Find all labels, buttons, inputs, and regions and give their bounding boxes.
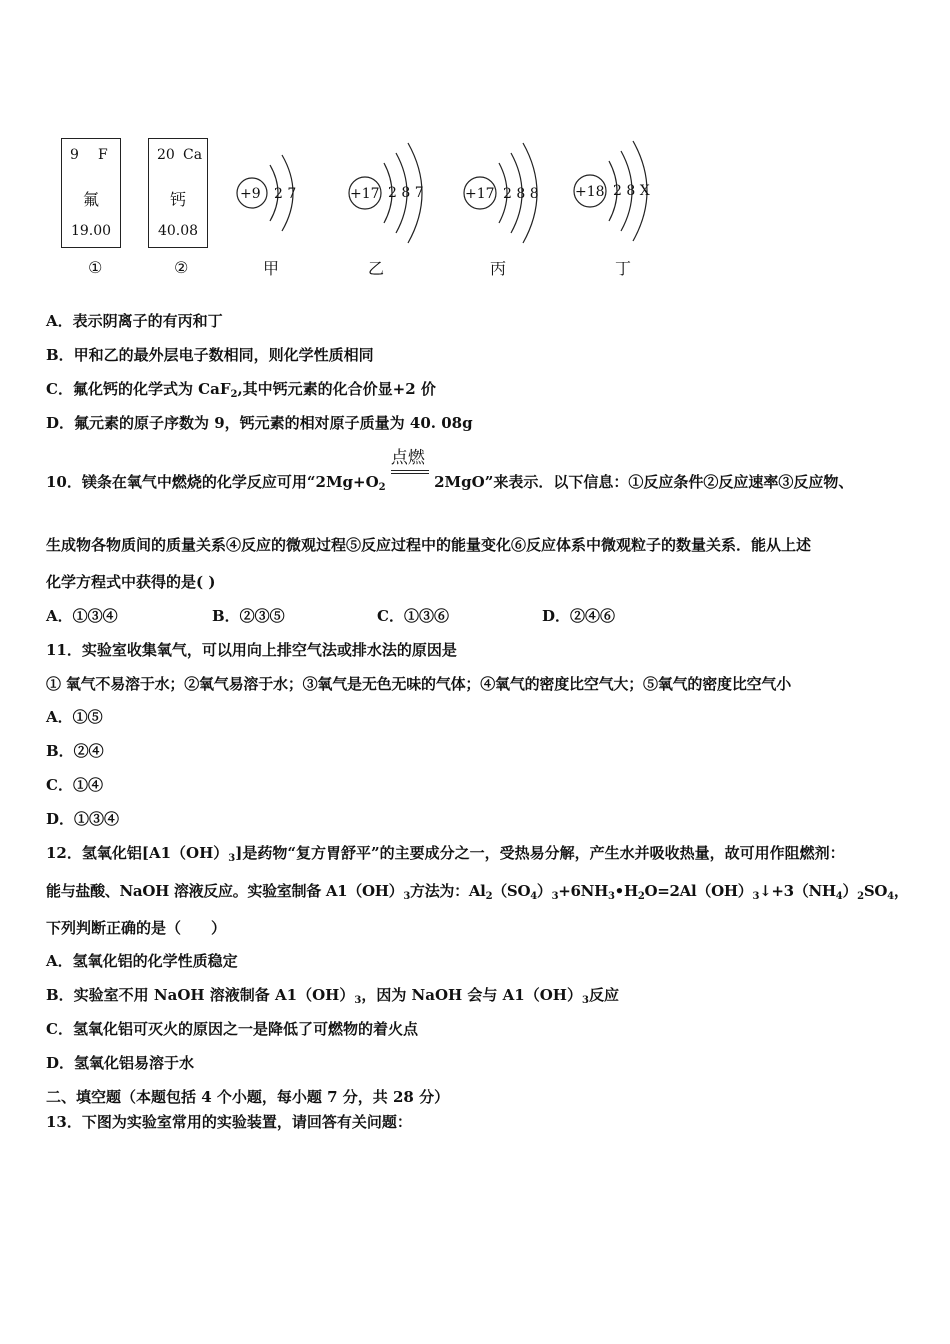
section-heading: 二、填空题（本题包括 4 个小题，每小题 7 分，共 28 分） — [46, 1088, 450, 1106]
element-symbol: Ca — [183, 147, 203, 163]
reaction-arrow — [390, 448, 429, 487]
q10-stem-line3: 化学方程式中获得的是( ) — [46, 573, 216, 591]
shell-label-jia: 2 7 — [274, 186, 297, 202]
q10-option-a: A．①③④ — [46, 607, 118, 625]
q9-option-a: A．表示阴离子的有丙和丁 — [46, 312, 223, 330]
element-name: 氟 — [82, 190, 99, 209]
q12-option-c: C．氢氧化铝可灭火的原因之一是降低了可燃物的着火点 — [46, 1020, 418, 1038]
caption-bing: 丙 — [490, 259, 507, 278]
caption-jia: 甲 — [263, 259, 280, 278]
caption-2: ② — [174, 258, 189, 277]
nucleus-label-ding: +18 — [575, 184, 605, 200]
q10-stem-line2: 生成物各物质间的质量关系④反应的微观过程⑤反应过程中的能量变化⑥反应体系中微观粒子的数量关系．能从上述 — [46, 536, 812, 554]
element-name: 钙 — [169, 190, 186, 209]
element-symbol: F — [98, 147, 108, 163]
q9-option-d: D．氟元素的原子序数为 9，钙元素的相对原子质量为 40. 08g — [46, 414, 473, 432]
q13-stem: 13．下图为实验室常用的实验装置，请回答有关问题： — [46, 1113, 412, 1131]
shell-label-yi: 2 8 7 — [388, 185, 424, 201]
q11-option-b: B．②④ — [46, 742, 104, 760]
q10-option-c: C．①③⑥ — [377, 607, 449, 625]
q10-stem-line1: 10．镁条在氧气中燃烧的化学反应可用“$2Mg+O_2$ 点燃 2MgO”来表示．以下信息：①反应条件②反应速率③反应物、 — [46, 448, 854, 493]
q10-option-d: D．②④⑥ — [542, 607, 616, 625]
reaction-condition: 点燃 — [390, 448, 425, 468]
atomic-number: 20 — [157, 147, 175, 163]
shell-label-bing: 2 8 8 — [503, 186, 539, 202]
caption-yi: 乙 — [368, 259, 385, 278]
q11-items: ① 氧气不易溶于水；②氧气易溶于水；③氧气是无色无味的气体；④氧气的密度比空气大；⑤氧气的密度比空气小 — [46, 675, 792, 693]
q11-stem: 11．实验室收集氧气，可以用向上排空气法或排水法的原因是 — [46, 641, 457, 659]
q9-option-c: C．氟化钙的化学式为 CaF$_2$,其中钙元素的化合价显+2 价 — [46, 380, 436, 400]
q11-option-c: C．①④ — [46, 776, 103, 794]
q12-option-b: B．实验室不用 NaOH 溶液制备 $A1(OH)_3$，因为 NaOH 会与 $A1(OH)_3$反应 — [46, 986, 619, 1006]
element-card-fluorine — [61, 138, 121, 248]
atomic-mass: 40.08 — [157, 223, 199, 239]
q12-option-d: D．氢氧化铝易溶于水 — [46, 1054, 195, 1072]
q11-option-d: D．①③④ — [46, 810, 120, 828]
q12-stem-line3: 下列判断正确的是（ ） — [46, 919, 227, 937]
q11-option-a: A．①⑤ — [46, 708, 103, 726]
q12-option-a: A．氢氧化铝的化学性质稳定 — [46, 952, 238, 970]
q10-option-b: B．②③⑤ — [212, 607, 285, 625]
nucleus-label-bing: +17 — [465, 186, 495, 202]
caption-1: ① — [88, 258, 103, 277]
atomic-number: 9 — [70, 147, 79, 163]
nucleus-label-yi: +17 — [350, 186, 380, 202]
atom-diagrams — [230, 135, 670, 255]
q9-option-b: B．甲和乙的最外层电子数相同，则化学性质相同 — [46, 346, 374, 364]
q12-stem-line1: 12．氢氧化铝$[A1(OH)_3]$是药物“复方胃舒平”的主要成分之一，受热易分解，产生水并吸收热量，故可用作阻燃剂： — [46, 844, 845, 864]
element-card-calcium — [148, 138, 208, 248]
nucleus-label-jia: +9 — [240, 186, 261, 202]
atomic-mass: 19.00 — [70, 223, 112, 239]
q12-stem-line2: 能与盐酸、NaOH 溶液反应。实验室制备 $A1(OH)_3$方法为：$Al_2(SO_4)_3+6NH_3•H_2O=2Al(OH)_3↓+3(NH_4)_2SO_4$， — [46, 882, 909, 902]
shell-label-ding: 2 8 X — [613, 183, 650, 199]
caption-ding: 丁 — [615, 259, 632, 278]
